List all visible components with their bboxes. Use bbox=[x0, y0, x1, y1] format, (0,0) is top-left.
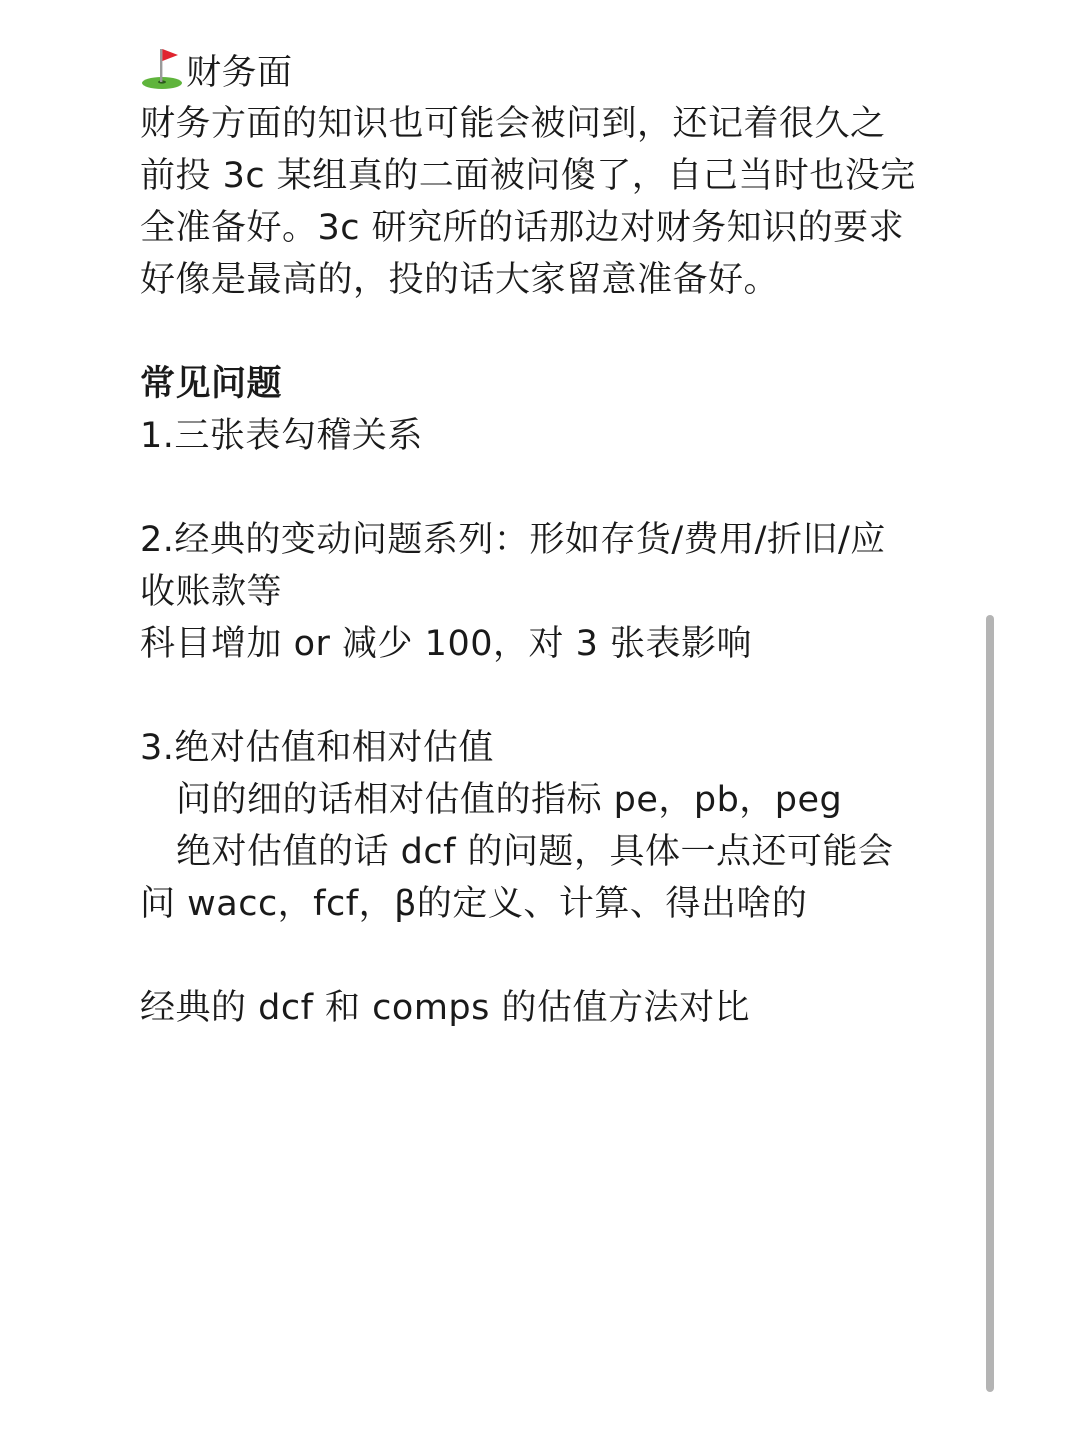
page-heading: 财务面 bbox=[186, 53, 293, 93]
vertical-scrollbar[interactable] bbox=[986, 615, 994, 1392]
question-2-line-1: 2.经典的变动问题系列：形如存货/费用/折旧/应 bbox=[140, 520, 886, 560]
question-2-line-3: 科目增加 or 减少 100，对 3 张表影响 bbox=[140, 624, 753, 664]
closing-line: 经典的 dcf 和 comps 的估值方法对比 bbox=[140, 988, 750, 1028]
note-content bbox=[140, 46, 940, 1034]
spacer bbox=[140, 306, 940, 358]
question-3-line-2: 绝对估值的话 dcf 的问题，具体一点还可能会 bbox=[176, 832, 894, 872]
question-3-line-3: 问 wacc，fcf，β的定义、计算、得出啥的 bbox=[140, 884, 808, 924]
golf-flag-icon bbox=[140, 46, 184, 90]
question-1: 1.三张表勾稽关系 bbox=[140, 416, 423, 456]
scrollbar-thumb[interactable] bbox=[986, 615, 994, 1392]
spacer bbox=[140, 930, 940, 982]
heading-line bbox=[140, 46, 940, 98]
spacer bbox=[140, 462, 940, 514]
intro-line-1: 财务方面的知识也可能会被问到，还记着很久之 bbox=[140, 104, 886, 144]
intro-line-3: 全准备好。3c 研究所的话那边对财务知识的要求 bbox=[140, 208, 905, 248]
section-title: 常见问题 bbox=[140, 364, 283, 404]
spacer bbox=[140, 670, 940, 722]
question-2-line-2: 收账款等 bbox=[140, 572, 283, 612]
intro-line-4: 好像是最高的，投的话大家留意准备好。 bbox=[140, 260, 780, 300]
question-3-line-1: 问的细的话相对估值的指标 pe，pb，peg bbox=[176, 780, 843, 820]
intro-line-2: 前投 3c 某组真的二面被问傻了，自己当时也没完 bbox=[140, 156, 916, 196]
question-3-title: 3.绝对估值和相对估值 bbox=[140, 728, 494, 768]
